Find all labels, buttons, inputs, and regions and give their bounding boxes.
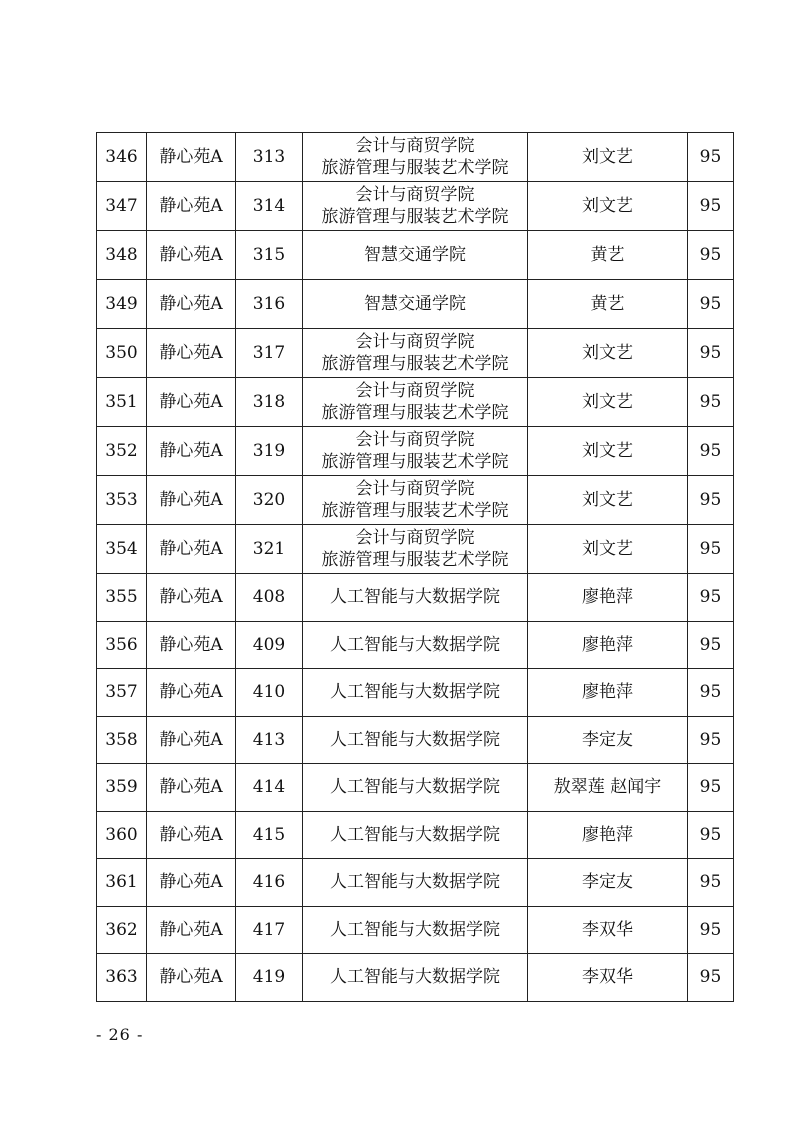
table-row bbox=[97, 906, 734, 954]
building-cell: 静心苑A bbox=[147, 427, 236, 476]
table-row bbox=[97, 476, 734, 525]
college-cell bbox=[303, 476, 528, 525]
college-cell bbox=[303, 378, 528, 427]
person-in-charge-cell: 刘文艺 bbox=[528, 133, 688, 182]
college-cell bbox=[303, 182, 528, 231]
table-body bbox=[97, 133, 734, 1002]
college-cell bbox=[303, 427, 528, 476]
room-cell: 320 bbox=[236, 476, 303, 525]
building-cell: 静心苑A bbox=[147, 669, 236, 717]
college-line: 会计与商贸学院 bbox=[355, 479, 475, 499]
table-row bbox=[97, 621, 734, 669]
college-line: 人工智能与大数据学院 bbox=[330, 587, 500, 608]
building-cell: 静心苑A bbox=[147, 621, 236, 669]
room-cell: 413 bbox=[236, 716, 303, 764]
building-cell: 静心苑A bbox=[147, 182, 236, 231]
building-cell: 静心苑A bbox=[147, 476, 236, 525]
score-cell: 95 bbox=[688, 427, 734, 476]
row-number-cell: 348 bbox=[97, 231, 147, 280]
college-line: 人工智能与大数据学院 bbox=[330, 967, 500, 988]
table-row bbox=[97, 182, 734, 231]
row-number-cell: 361 bbox=[97, 859, 147, 907]
table-row bbox=[97, 280, 734, 329]
person-in-charge-cell: 刘文艺 bbox=[528, 378, 688, 427]
college-line: 智慧交通学院 bbox=[364, 294, 466, 314]
table-row bbox=[97, 811, 734, 859]
room-cell: 314 bbox=[236, 182, 303, 231]
building-cell: 静心苑A bbox=[147, 280, 236, 329]
row-number-cell: 359 bbox=[97, 764, 147, 812]
college-line: 旅游管理与服装艺术学院 bbox=[321, 158, 509, 178]
person-in-charge-cell: 廖艳萍 bbox=[528, 811, 688, 859]
person-in-charge-cell: 黄艺 bbox=[528, 231, 688, 280]
person-in-charge-cell: 廖艳萍 bbox=[528, 621, 688, 669]
table-row bbox=[97, 329, 734, 378]
building-cell: 静心苑A bbox=[147, 525, 236, 574]
college-line: 会计与商贸学院 bbox=[355, 528, 475, 548]
college-line: 人工智能与大数据学院 bbox=[330, 634, 500, 655]
building-cell: 静心苑A bbox=[147, 378, 236, 427]
college-cell bbox=[303, 621, 528, 669]
score-cell: 95 bbox=[688, 621, 734, 669]
college-line: 旅游管理与服装艺术学院 bbox=[321, 452, 509, 472]
college-cell bbox=[303, 954, 528, 1002]
score-cell: 95 bbox=[688, 906, 734, 954]
person-in-charge-cell: 廖艳萍 bbox=[528, 574, 688, 622]
college-cell bbox=[303, 669, 528, 717]
college-cell bbox=[303, 525, 528, 574]
college-line: 会计与商贸学院 bbox=[355, 332, 475, 352]
score-cell: 95 bbox=[688, 329, 734, 378]
row-number-cell: 356 bbox=[97, 621, 147, 669]
score-cell: 95 bbox=[688, 280, 734, 329]
college-line: 人工智能与大数据学院 bbox=[330, 777, 500, 798]
row-number-cell: 347 bbox=[97, 182, 147, 231]
table-row bbox=[97, 133, 734, 182]
room-cell: 315 bbox=[236, 231, 303, 280]
score-cell: 95 bbox=[688, 378, 734, 427]
score-cell: 95 bbox=[688, 574, 734, 622]
person-in-charge-cell: 廖艳萍 bbox=[528, 669, 688, 717]
score-cell: 95 bbox=[688, 811, 734, 859]
score-cell: 95 bbox=[688, 954, 734, 1002]
room-cell: 409 bbox=[236, 621, 303, 669]
row-number-cell: 358 bbox=[97, 716, 147, 764]
person-in-charge-cell: 李定友 bbox=[528, 716, 688, 764]
score-cell: 95 bbox=[688, 669, 734, 717]
college-cell bbox=[303, 859, 528, 907]
college-cell bbox=[303, 811, 528, 859]
college-cell bbox=[303, 764, 528, 812]
room-cell: 419 bbox=[236, 954, 303, 1002]
college-line: 会计与商贸学院 bbox=[355, 136, 475, 156]
table-row bbox=[97, 231, 734, 280]
table-row bbox=[97, 378, 734, 427]
table-row bbox=[97, 716, 734, 764]
row-number-cell: 355 bbox=[97, 574, 147, 622]
table-row bbox=[97, 669, 734, 717]
table-row bbox=[97, 427, 734, 476]
room-cell: 313 bbox=[236, 133, 303, 182]
building-cell: 静心苑A bbox=[147, 574, 236, 622]
room-cell: 416 bbox=[236, 859, 303, 907]
college-line: 人工智能与大数据学院 bbox=[330, 729, 500, 750]
college-cell bbox=[303, 329, 528, 378]
college-line: 人工智能与大数据学院 bbox=[330, 682, 500, 703]
score-cell: 95 bbox=[688, 716, 734, 764]
college-cell bbox=[303, 280, 528, 329]
building-cell: 静心苑A bbox=[147, 764, 236, 812]
person-in-charge-cell: 李双华 bbox=[528, 906, 688, 954]
room-cell: 316 bbox=[236, 280, 303, 329]
college-cell bbox=[303, 716, 528, 764]
room-cell: 410 bbox=[236, 669, 303, 717]
row-number-cell: 352 bbox=[97, 427, 147, 476]
room-cell: 319 bbox=[236, 427, 303, 476]
person-in-charge-cell: 刘文艺 bbox=[528, 182, 688, 231]
building-cell: 静心苑A bbox=[147, 954, 236, 1002]
college-cell bbox=[303, 906, 528, 954]
person-in-charge-cell: 刘文艺 bbox=[528, 525, 688, 574]
college-line: 会计与商贸学院 bbox=[355, 430, 475, 450]
room-cell: 415 bbox=[236, 811, 303, 859]
college-cell bbox=[303, 133, 528, 182]
score-cell: 95 bbox=[688, 133, 734, 182]
building-cell: 静心苑A bbox=[147, 133, 236, 182]
row-number-cell: 362 bbox=[97, 906, 147, 954]
building-cell: 静心苑A bbox=[147, 906, 236, 954]
college-line: 旅游管理与服装艺术学院 bbox=[321, 207, 509, 227]
score-cell: 95 bbox=[688, 182, 734, 231]
college-line: 智慧交通学院 bbox=[364, 245, 466, 265]
college-line: 旅游管理与服装艺术学院 bbox=[321, 354, 509, 374]
table-row bbox=[97, 574, 734, 622]
building-cell: 静心苑A bbox=[147, 811, 236, 859]
person-in-charge-cell: 刘文艺 bbox=[528, 476, 688, 525]
person-in-charge-cell: 李双华 bbox=[528, 954, 688, 1002]
row-number-cell: 353 bbox=[97, 476, 147, 525]
college-line: 人工智能与大数据学院 bbox=[330, 919, 500, 940]
table-row bbox=[97, 525, 734, 574]
score-cell: 95 bbox=[688, 476, 734, 525]
score-cell: 95 bbox=[688, 525, 734, 574]
person-in-charge-cell: 黄艺 bbox=[528, 280, 688, 329]
row-number-cell: 346 bbox=[97, 133, 147, 182]
college-line: 旅游管理与服装艺术学院 bbox=[321, 501, 509, 521]
room-cell: 408 bbox=[236, 574, 303, 622]
college-line: 人工智能与大数据学院 bbox=[330, 824, 500, 845]
college-cell bbox=[303, 574, 528, 622]
table-row bbox=[97, 859, 734, 907]
college-cell bbox=[303, 231, 528, 280]
building-cell: 静心苑A bbox=[147, 859, 236, 907]
person-in-charge-cell: 刘文艺 bbox=[528, 427, 688, 476]
college-line: 会计与商贸学院 bbox=[355, 185, 475, 205]
row-number-cell: 351 bbox=[97, 378, 147, 427]
row-number-cell: 363 bbox=[97, 954, 147, 1002]
building-cell: 静心苑A bbox=[147, 329, 236, 378]
table-row bbox=[97, 954, 734, 1002]
score-cell: 95 bbox=[688, 764, 734, 812]
room-cell: 414 bbox=[236, 764, 303, 812]
college-line: 旅游管理与服装艺术学院 bbox=[321, 403, 509, 423]
row-number-cell: 357 bbox=[97, 669, 147, 717]
person-in-charge-cell: 敖翠莲 赵闻宇 bbox=[528, 764, 688, 812]
building-cell: 静心苑A bbox=[147, 716, 236, 764]
score-cell: 95 bbox=[688, 859, 734, 907]
score-cell: 95 bbox=[688, 231, 734, 280]
page-number: - 26 - bbox=[96, 1025, 144, 1044]
person-in-charge-cell: 李定友 bbox=[528, 859, 688, 907]
row-number-cell: 354 bbox=[97, 525, 147, 574]
college-line: 旅游管理与服装艺术学院 bbox=[321, 550, 509, 570]
dormitory-score-table bbox=[96, 132, 734, 1002]
college-line: 会计与商贸学院 bbox=[355, 381, 475, 401]
row-number-cell: 360 bbox=[97, 811, 147, 859]
room-cell: 417 bbox=[236, 906, 303, 954]
row-number-cell: 349 bbox=[97, 280, 147, 329]
table-row bbox=[97, 764, 734, 812]
person-in-charge-cell: 刘文艺 bbox=[528, 329, 688, 378]
building-cell: 静心苑A bbox=[147, 231, 236, 280]
room-cell: 318 bbox=[236, 378, 303, 427]
room-cell: 321 bbox=[236, 525, 303, 574]
college-line: 人工智能与大数据学院 bbox=[330, 872, 500, 893]
room-cell: 317 bbox=[236, 329, 303, 378]
row-number-cell: 350 bbox=[97, 329, 147, 378]
